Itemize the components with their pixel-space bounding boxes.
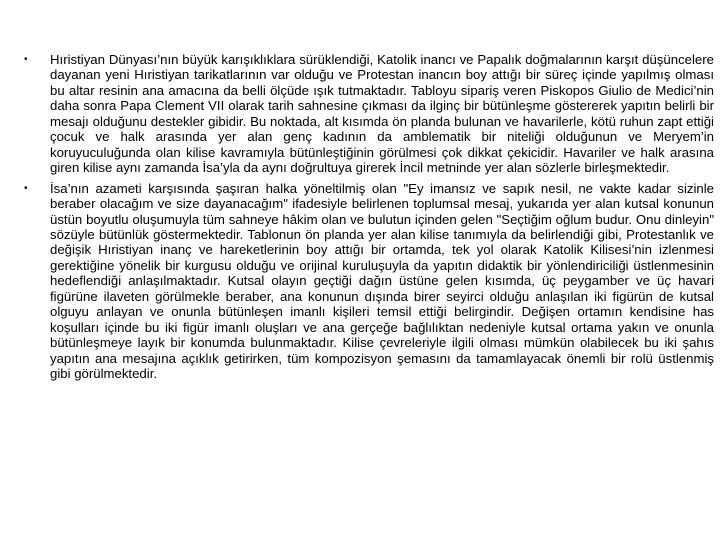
bullet-text: İsa’nın azameti karşısında şaşıran halka yöneltilmiş olan "Ey imansız ve sapık nesil, ne vakte kadar sizinle beraber olacağım ve size dayanacağım" ifadesiyle belirlenen toplumsal mesaj, yukarıda yer alan kutsal konunun üstün boyutlu oluşumuyla tüm sahneye hâkim olan ve bulutun içinden gelen "Seçtiğim oğlum budur. Onu dinleyin" sözüyle bütünlük göstermektedir. Tablonun ön planda yer alan kilise tanımıyla da belirlendiği gibi, Protestanlık ve değişik Hıristiyan inanç ve hareketlerinin boy attığı bir ortamda, tek yol olarak Katolik Kilisesi’nin izlenmesi gerektiğine yönelik bir kurgusu olduğu ve orijinal kuruluşuyla da yapıtın didaktik bir yönlendiriciliği üstlenmesinin hedeflendiği anlaşılmaktadır. Kutsal olayın geçtiği dağın üstüne gelen kısımda, üç peygamber ve üç havari figürüne ilaveten görülmekle beraber, ana konunun dışında birer seyirci olduğu anlaşılan iki figürün de kutsal olguyu anlayan ve onunla bütünleşen imanlı kişileri temsil ettiği belirgindir. Değişen ortamın kendisine has koşulları içinde bu iki figür imanlı oluşları ve ana gerçeğe bağlılıktan nedeniyle kutsal ortama yakın ve onunla bütünleşmeye layık bir konumda bulunmaktadır. Kilise çevreleriyle ilgili olması mümkün olabilecek bu iki şahıs yapıtın ana mesajına açıklık getirirken, tüm kompozisyon şemasını da tamamlayacak önemli bir rolü üstlenmiş gibi görülmektedir. (50, 180, 714, 382)
bullet-text: Hıristiyan Dünyası’nın büyük karışıklıklara sürüklendiği, Katolik inancı ve Papalık doğmalarının karşıt düşüncelere dayanan yeni Hıristiyan tarikatlarının var olduğu ve Protestan inancın boy attığı bir süreç içinde yapılmış olması bu altar resinin ana amacına da belli ölçüde ışık tutmaktadır. Tabloyu sipariş veren Piskopos Giulio de Medici’nin daha sonra Papa Clement VII olarak tarih sahnesine çıkması da ilginç bir bütünleşme göstererek yapıtın belirli bir mesajı olduğunu destekler gibidir. Bu noktada, alt kısımda ön planda bulunan ve havarilerle, kötü ruhun zapt ettiği çocuk ve halk arasında yer alan genç kadının da amblematik bir niteliği olduğunun ve Meryem’in koruyuculuğunda olan kilise kavramıyla bütünleştiğinin görülmesi çok dikkat çekicidir. Havariler ve halk arasına giren kilise aynı zamanda İsa’yla da aynı doğrultuya girerek İncil metninde yer alan sözlerle birleşmektedir. (50, 52, 714, 176)
bullet-list (24, 52, 714, 387)
bullet-item (24, 181, 714, 382)
bullet-point-icon: • (24, 182, 28, 194)
bullet-item (24, 52, 714, 176)
bullet-point-icon: • (24, 54, 28, 65)
